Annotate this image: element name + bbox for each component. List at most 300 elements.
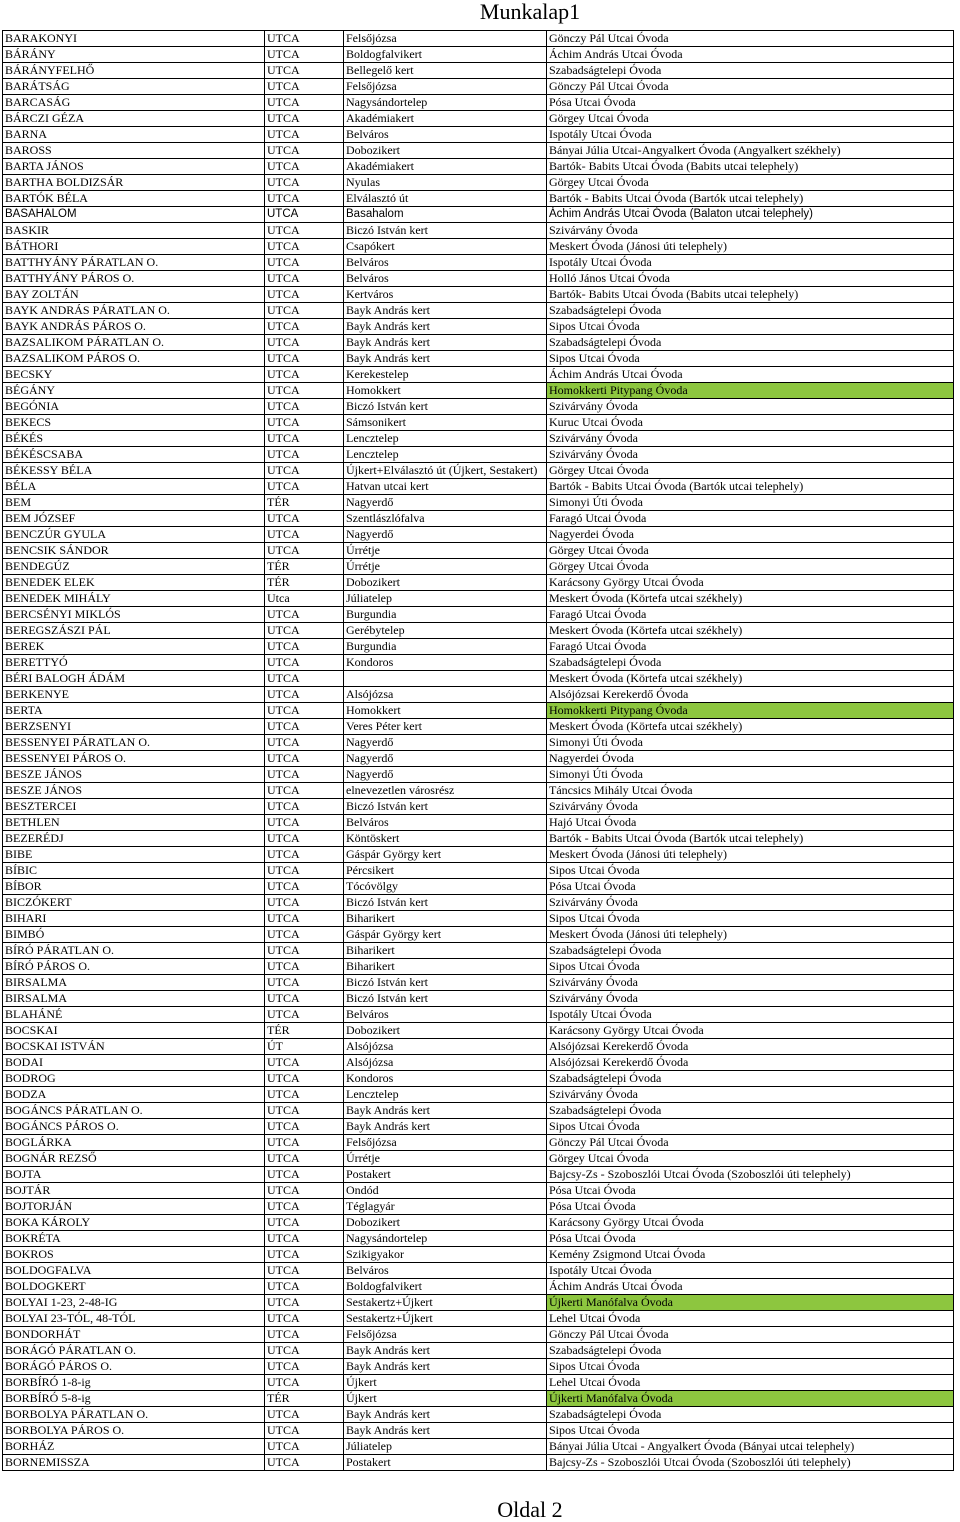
street-name-cell: BENCZÚR GYULA [3,527,265,543]
district-cell: Felsőjózsa [344,31,547,47]
kindergarten-cell: Meskert Óvoda (Jánosi úti telephely) [547,847,954,863]
district-cell: Bayk András kert [344,1119,547,1135]
street-name-cell: BOKA KÁROLY [3,1215,265,1231]
street-name-cell: BASAHALOM [3,207,265,223]
table-row [3,655,954,671]
street-type-cell: UTCA [265,1359,344,1375]
district-cell: Nagysándortelep [344,95,547,111]
kindergarten-cell: Meskert Óvoda (Körtefa utcai székhely) [547,671,954,687]
kindergarten-cell: Lehel Utcai Óvoda [547,1375,954,1391]
kindergarten-cell: Pósa Utcai Óvoda [547,879,954,895]
street-type-cell: UTCA [265,1247,344,1263]
district-cell: Sámsonikert [344,415,547,431]
district-cell: Bayk András kert [344,351,547,367]
district-cell: Bayk András kert [344,335,547,351]
kindergarten-cell: Görgey Utcai Óvoda [547,543,954,559]
kindergarten-cell: Sipos Utcai Óvoda [547,351,954,367]
table-row [3,511,954,527]
kindergarten-cell: Szivárvány Óvoda [547,975,954,991]
kindergarten-cell: Bajcsy-Zs - Szoboszlói Utcai Óvoda (Szoboszlói úti telephely) [547,1167,954,1183]
table-row [3,559,954,575]
street-type-cell: UTCA [265,431,344,447]
kindergarten-cell: Táncsics Mihály Utcai Óvoda [547,783,954,799]
street-type-cell: UTCA [265,383,344,399]
street-type-cell: UTCA [265,511,344,527]
kindergarten-cell: Szivárvány Óvoda [547,447,954,463]
street-type-cell: UTCA [265,847,344,863]
district-cell: Akadémiakert [344,159,547,175]
kindergarten-cell: Újkerti Manófalva Óvoda [547,1391,954,1407]
street-type-cell: UTCA [265,879,344,895]
street-name-cell: BAY ZOLTÁN [3,287,265,303]
street-name-cell: BENCSIK SÁNDOR [3,543,265,559]
kindergarten-cell: Szivárvány Óvoda [547,399,954,415]
street-name-cell: BOKROS [3,1247,265,1263]
table-row [3,191,954,207]
street-type-cell: UTCA [265,303,344,319]
table-row [3,975,954,991]
street-name-cell: BENDEGÚZ [3,559,265,575]
table-row [3,991,954,1007]
street-name-cell: BORBOLYA PÁROS O. [3,1423,265,1439]
table-row [3,255,954,271]
district-cell: Burgundia [344,607,547,623]
district-cell: Szentlászlófalva [344,511,547,527]
kindergarten-cell: Gönczy Pál Utcai Óvoda [547,31,954,47]
street-type-cell: UTCA [265,1199,344,1215]
kindergarten-cell: Meskert Óvoda (Jánosi úti telephely) [547,239,954,255]
street-name-cell: BORÁGÓ PÁROS O. [3,1359,265,1375]
street-type-cell: UTCA [265,1295,344,1311]
street-type-cell: UTCA [265,287,344,303]
street-type-cell: UTCA [265,367,344,383]
table-row [3,415,954,431]
kindergarten-cell: Szabadságtelepi Óvoda [547,943,954,959]
district-cell: Nagyerdő [344,751,547,767]
table-row [3,287,954,303]
table-row [3,735,954,751]
street-name-cell: BARTÓK BÉLA [3,191,265,207]
street-name-cell: BÁRÁNY [3,47,265,63]
kindergarten-cell: Nagyerdei Óvoda [547,751,954,767]
street-name-cell: BASKIR [3,223,265,239]
table-row [3,895,954,911]
street-name-cell: BOLDOGKERT [3,1279,265,1295]
table-row [3,1151,954,1167]
kindergarten-cell: Ispotály Utcai Óvoda [547,255,954,271]
street-type-cell: UTCA [265,1215,344,1231]
street-type-cell: UTCA [265,1343,344,1359]
district-cell: Alsójózsa [344,687,547,703]
street-type-cell: UTCA [265,1423,344,1439]
street-type-cell: UTCA [265,1439,344,1455]
street-type-cell: UTCA [265,815,344,831]
kindergarten-cell: Szabadságtelepi Óvoda [547,63,954,79]
street-type-cell: UTCA [265,79,344,95]
district-cell: Lencztelep [344,447,547,463]
table-row [3,751,954,767]
street-name-cell: BOJTORJÁN [3,1199,265,1215]
street-name-cell: BIHARI [3,911,265,927]
street-type-cell: UTCA [265,271,344,287]
kindergarten-cell: Görgey Utcai Óvoda [547,111,954,127]
table-row [3,1231,954,1247]
street-name-cell: BOLYAI 1-23, 2-48-IG [3,1295,265,1311]
kindergarten-cell: Szabadságtelepi Óvoda [547,655,954,671]
district-cell: Belváros [344,271,547,287]
street-type-cell: UTCA [265,191,344,207]
district-cell: Biczó István kert [344,799,547,815]
district-cell: Bayk András kert [344,1343,547,1359]
street-type-cell: UTCA [265,655,344,671]
district-cell: Alsójózsa [344,1055,547,1071]
kindergarten-cell: Sipos Utcai Óvoda [547,1359,954,1375]
kindergarten-cell: Sipos Utcai Óvoda [547,863,954,879]
district-cell: Szikigyakor [344,1247,547,1263]
street-type-cell: UTCA [265,399,344,415]
street-name-cell: BODZA [3,1087,265,1103]
street-name-cell: BERETTYÓ [3,655,265,671]
street-type-cell: UTCA [265,1183,344,1199]
street-type-cell: UTCA [265,351,344,367]
street-name-cell: BEGÓNIA [3,399,265,415]
district-cell: Kondoros [344,655,547,671]
kindergarten-cell: Görgey Utcai Óvoda [547,559,954,575]
kindergarten-cell: Pósa Utcai Óvoda [547,1231,954,1247]
kindergarten-cell: Szabadságtelepi Óvoda [547,1343,954,1359]
kindergarten-cell: Bartók- Babits Utcai Óvoda (Babits utcai telephely) [547,159,954,175]
kindergarten-cell: Sipos Utcai Óvoda [547,1423,954,1439]
kindergarten-cell: Meskert Óvoda (Jánosi úti telephely) [547,927,954,943]
street-name-cell: BOGÁNCS PÁROS O. [3,1119,265,1135]
kindergarten-cell: Sipos Utcai Óvoda [547,911,954,927]
district-cell: Postakert [344,1167,547,1183]
street-name-cell: BORÁGÓ PÁRATLAN O. [3,1343,265,1359]
table-row [3,1007,954,1023]
table-row [3,1071,954,1087]
street-type-cell: ÚT [265,1039,344,1055]
street-name-cell: BETHLEN [3,815,265,831]
table-row [3,927,954,943]
district-cell: Belváros [344,815,547,831]
street-type-cell: UTCA [265,463,344,479]
kindergarten-cell: Szivárvány Óvoda [547,991,954,1007]
street-type-cell: UTCA [265,975,344,991]
street-name-cell: BORNEMISSZA [3,1455,265,1471]
street-name-cell: BIBE [3,847,265,863]
street-type-cell: UTCA [265,1167,344,1183]
kindergarten-cell: Szivárvány Óvoda [547,799,954,815]
street-type-cell: UTCA [265,671,344,687]
street-name-cell: BOCSKAI ISTVÁN [3,1039,265,1055]
kindergarten-cell: Áchim András Utcai Óvoda [547,47,954,63]
table-row [3,223,954,239]
district-cell: Boldogfalvikert [344,1279,547,1295]
district-cell: Úrrétje [344,1151,547,1167]
district-cell: Újkert [344,1391,547,1407]
street-type-cell: UTCA [265,319,344,335]
table-row [3,207,954,223]
district-cell: Nagysándortelep [344,1231,547,1247]
street-name-cell: BESZE JÁNOS [3,767,265,783]
street-type-cell: UTCA [265,1311,344,1327]
district-cell: Úrrétje [344,543,547,559]
street-name-cell: BÉLA [3,479,265,495]
street-type-cell: TÉR [265,575,344,591]
table-row [3,351,954,367]
district-cell: Belváros [344,127,547,143]
kindergarten-cell: Karácsony György Utcai Óvoda [547,1023,954,1039]
table-row [3,79,954,95]
table-row [3,783,954,799]
street-type-cell: UTCA [265,799,344,815]
table-row [3,543,954,559]
district-cell: Dobozikert [344,575,547,591]
street-name-cell: BARÁTSÁG [3,79,265,95]
sheet-title: Munkalap1 [479,0,581,24]
table-row [3,1199,954,1215]
table-row [3,1375,954,1391]
street-type-cell: UTCA [265,63,344,79]
kindergarten-cell: Pósa Utcai Óvoda [547,1183,954,1199]
kindergarten-cell: Holló János Utcai Óvoda [547,271,954,287]
kindergarten-cell: Homokkerti Pitypang Óvoda [547,703,954,719]
table-row [3,431,954,447]
street-type-cell: UTCA [265,543,344,559]
table-row [3,127,954,143]
district-cell: Burgundia [344,639,547,655]
street-name-cell: BARTA JÁNOS [3,159,265,175]
street-type-cell: UTCA [265,207,344,223]
district-cell: Dobozikert [344,143,547,159]
street-type-cell: UTCA [265,1263,344,1279]
street-name-cell: BOGNÁR REZSŐ [3,1151,265,1167]
district-cell: Bayk András kert [344,1103,547,1119]
kindergarten-cell: Gönczy Pál Utcai Óvoda [547,1327,954,1343]
table-row [3,479,954,495]
kindergarten-cell: Pósa Utcai Óvoda [547,1199,954,1215]
kindergarten-cell: Görgey Utcai Óvoda [547,175,954,191]
kindergarten-cell: Bartók - Babits Utcai Óvoda (Bartók utcai telephely) [547,479,954,495]
street-type-cell: UTCA [265,863,344,879]
district-cell: Homokkert [344,383,547,399]
table-row [3,1311,954,1327]
district-cell: Gáspár György kert [344,927,547,943]
kindergarten-cell: Simonyi Úti Óvoda [547,767,954,783]
kindergarten-cell: Homokkerti Pitypang Óvoda [547,383,954,399]
street-type-cell: UTCA [265,1407,344,1423]
street-name-cell: BARAKONYI [3,31,265,47]
district-cell: Basahalom [344,207,547,223]
table-row [3,143,954,159]
street-name-cell: BARTHA BOLDIZSÁR [3,175,265,191]
kindergarten-cell: Gönczy Pál Utcai Óvoda [547,79,954,95]
street-name-cell: BÁTHORI [3,239,265,255]
table-row [3,1343,954,1359]
district-cell: Bayk András kert [344,1423,547,1439]
table-row [3,591,954,607]
kindergarten-cell: Sipos Utcai Óvoda [547,959,954,975]
table-row [3,31,954,47]
kindergarten-cell: Sipos Utcai Óvoda [547,1119,954,1135]
street-type-cell: UTCA [265,1103,344,1119]
district-cell: Nyulas [344,175,547,191]
kindergarten-cell: Szabadságtelepi Óvoda [547,1071,954,1087]
district-cell: Biharikert [344,943,547,959]
kindergarten-cell: Alsójózsai Kerekerdő Óvoda [547,687,954,703]
street-type-cell: UTCA [265,1135,344,1151]
district-cell: Köntöskert [344,831,547,847]
table-row [3,1215,954,1231]
district-cell: Postakert [344,1455,547,1471]
district-cell: Bayk András kert [344,303,547,319]
table-row [3,575,954,591]
street-type-cell: UTCA [265,1087,344,1103]
table-row [3,1087,954,1103]
street-name-cell: BARCASÁG [3,95,265,111]
street-name-cell: BEREK [3,639,265,655]
district-cell: Tócóvölgy [344,879,547,895]
table-row [3,463,954,479]
kindergarten-cell: Simonyi Úti Óvoda [547,495,954,511]
district-cell: Dobozikert [344,1215,547,1231]
street-name-cell: BIRSALMA [3,991,265,1007]
street-name-cell: BODROG [3,1071,265,1087]
street-name-cell: BESZTERCEI [3,799,265,815]
street-name-cell: BATTHYÁNY PÁRATLAN O. [3,255,265,271]
street-type-cell: UTCA [265,447,344,463]
kindergarten-cell: Görgey Utcai Óvoda [547,463,954,479]
kindergarten-cell: Bartók - Babits Utcai Óvoda (Bartók utcai telephely) [547,191,954,207]
street-name-cell: BAYK ANDRÁS PÁROS O. [3,319,265,335]
district-cell: Boldogfalvikert [344,47,547,63]
table-row [3,1103,954,1119]
district-cell: Biharikert [344,911,547,927]
district-cell: elnevezetlen városrész [344,783,547,799]
kindergarten-cell: Meskert Óvoda (Körtefa utcai székhely) [547,591,954,607]
street-type-cell: UTCA [265,1279,344,1295]
kindergarten-cell: Szabadságtelepi Óvoda [547,335,954,351]
street-type-cell: UTCA [265,111,344,127]
street-name-cell: BATTHYÁNY PÁROS O. [3,271,265,287]
kindergarten-cell: Karácsony György Utcai Óvoda [547,1215,954,1231]
street-type-cell: UTCA [265,1119,344,1135]
street-type-cell: UTCA [265,143,344,159]
kindergarten-cell: Faragó Utcai Óvoda [547,511,954,527]
street-type-cell: UTCA [265,687,344,703]
table-row [3,1279,954,1295]
street-type-cell: UTCA [265,623,344,639]
table-row [3,335,954,351]
kindergarten-cell: Újkerti Manófalva Óvoda [547,1295,954,1311]
street-type-cell: UTCA [265,1455,344,1471]
street-type-cell: UTCA [265,223,344,239]
district-cell: Felsőjózsa [344,79,547,95]
district-cell: Biczó István kert [344,399,547,415]
table-row [3,911,954,927]
street-name-cell: BIMBÓ [3,927,265,943]
street-type-cell: UTCA [265,943,344,959]
district-cell: Bayk András kert [344,319,547,335]
table-row [3,863,954,879]
street-type-cell: UTCA [265,415,344,431]
data-table [2,30,954,1471]
kindergarten-cell: Szabadságtelepi Óvoda [547,1407,954,1423]
district-cell: Akadémiakert [344,111,547,127]
street-name-cell: BONDORHÁT [3,1327,265,1343]
district-cell: Belváros [344,1007,547,1023]
page-footer: Oldal 2 [497,1497,563,1522]
kindergarten-cell: Kemény Zsigmond Utcai Óvoda [547,1247,954,1263]
table-row [3,1407,954,1423]
district-cell: Biczó István kert [344,975,547,991]
table-row [3,815,954,831]
district-cell: Kondoros [344,1071,547,1087]
kindergarten-cell: Kuruc Utcai Óvoda [547,415,954,431]
table-body [3,31,954,1471]
street-name-cell: BEZERÉDJ [3,831,265,847]
district-cell: Biczó István kert [344,991,547,1007]
table-row [3,959,954,975]
street-name-cell: BEKECS [3,415,265,431]
kindergarten-cell: Szivárvány Óvoda [547,223,954,239]
street-name-cell: BÁRCZI GÉZA [3,111,265,127]
table-row [3,1023,954,1039]
kindergarten-cell: Áchim András Utcai Óvoda [547,367,954,383]
table-row [3,847,954,863]
street-name-cell: BEM [3,495,265,511]
kindergarten-cell: Sipos Utcai Óvoda [547,319,954,335]
street-type-cell: UTCA [265,719,344,735]
kindergarten-cell: Faragó Utcai Óvoda [547,607,954,623]
street-type-cell: UTCA [265,911,344,927]
street-type-cell: UTCA [265,639,344,655]
district-cell: Dobozikert [344,1023,547,1039]
street-name-cell: BICZÓKERT [3,895,265,911]
kindergarten-cell: Áchim András Utcai Óvoda [547,1279,954,1295]
district-cell: Homokkert [344,703,547,719]
table-row [3,1167,954,1183]
kindergarten-cell: Alsójózsai Kerekerdő Óvoda [547,1039,954,1055]
district-cell: Sestakertz+Újkert [344,1311,547,1327]
street-name-cell: BÉKESSY BÉLA [3,463,265,479]
street-name-cell: BOGLÁRKA [3,1135,265,1151]
kindergarten-cell: Ispotály Utcai Óvoda [547,1007,954,1023]
table-row [3,1439,954,1455]
kindergarten-cell: Meskert Óvoda (Körtefa utcai székhely) [547,719,954,735]
street-name-cell: BÁRÁNYFELHŐ [3,63,265,79]
table-row [3,1359,954,1375]
kindergarten-cell: Bartók - Babits Utcai Óvoda (Bartók utcai telephely) [547,831,954,847]
street-name-cell: BOLYAI 23-TÓL, 48-TÓL [3,1311,265,1327]
table-row [3,447,954,463]
street-type-cell: UTCA [265,47,344,63]
district-cell: Ondód [344,1183,547,1199]
street-type-cell: UTCA [265,927,344,943]
street-name-cell: BOKRÉTA [3,1231,265,1247]
table-row [3,719,954,735]
table-row [3,239,954,255]
street-name-cell: BÍBOR [3,879,265,895]
table-row [3,367,954,383]
kindergarten-cell: Pósa Utcai Óvoda [547,95,954,111]
district-cell: Biharikert [344,959,547,975]
district-cell: Gerébytelep [344,623,547,639]
table-row [3,1183,954,1199]
district-cell: Nagyerdő [344,767,547,783]
street-name-cell: BÍRÓ PÁRATLAN O. [3,943,265,959]
kindergarten-cell: Nagyerdei Óvoda [547,527,954,543]
